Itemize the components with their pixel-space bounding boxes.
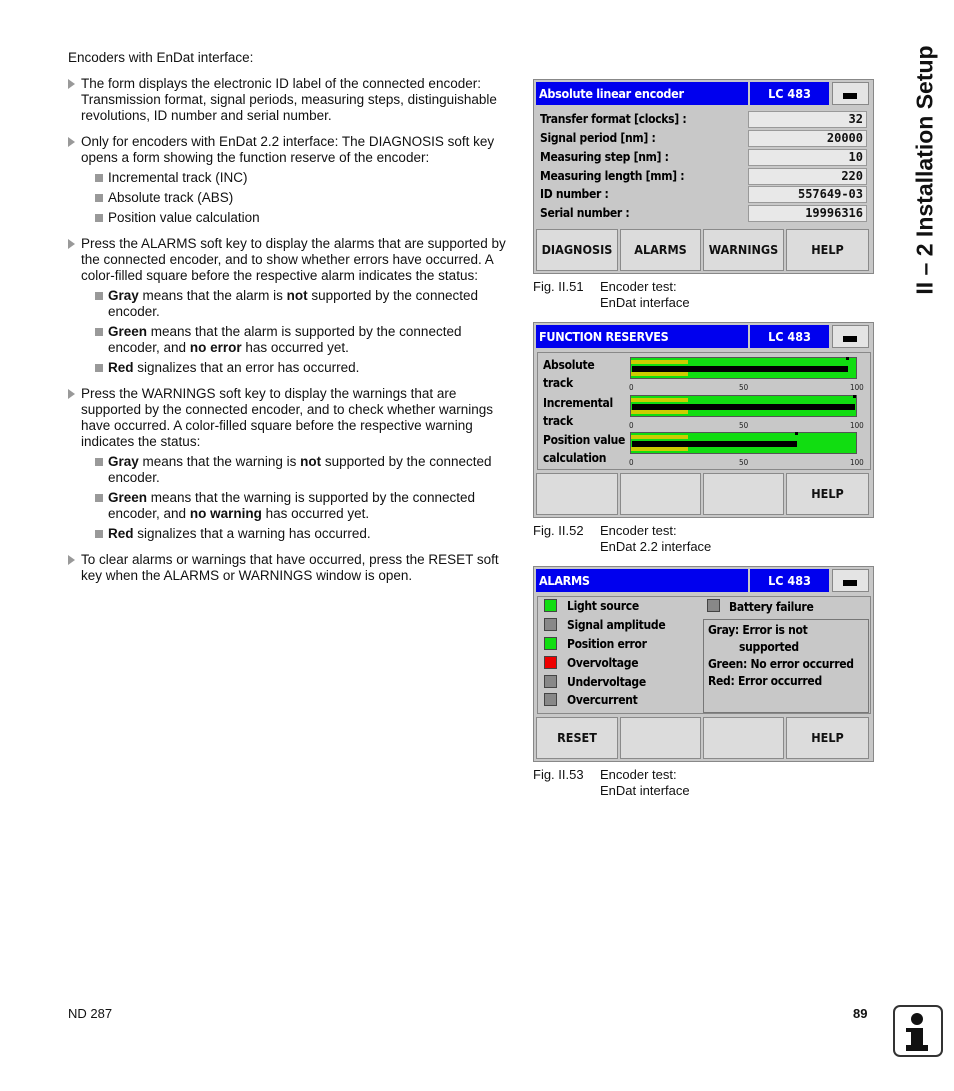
bullet-text: Press the ALARMS soft key to display the alarms that are supported by the connected encoder, and to show whether errors have occurred. A color-filled square before the respective alarm indicates the status: [81,236,506,283]
label-line: Incremental [543,396,613,410]
reserve-fill [632,404,855,410]
softkey-2[interactable] [620,473,701,515]
tick-label: 0 [629,383,634,392]
side-title-text: II – 2 Installation Setup [911,45,938,295]
square-bullet-icon [95,364,103,372]
alarm-status-led [544,637,557,650]
alarm-status-led [544,675,557,688]
bold-term: Green [108,490,148,505]
sub-item-text: signalizes that a warning has occurred. [133,526,371,541]
bullet-text: The form displays the electronic ID label of the connected encoder: Transmission format, signal periods, measuring steps, distinguishable revolutions, ID number and serial number. [81,76,497,123]
triangle-bullet-icon [68,389,75,399]
bar-yellow-segment [631,447,688,451]
square-bullet-icon [95,174,103,182]
reset-softkey[interactable]: RESET [536,717,618,759]
field-label: Measuring step [nm] : [540,150,669,164]
battery-status-led [707,599,720,612]
sub-item [81,360,513,376]
field-value: 32 [748,111,867,128]
reserve-label [543,431,625,467]
square-bullet-icon [95,328,103,336]
triangle-bullet-icon [68,239,75,249]
label-line: calculation [543,451,607,465]
triangle-bullet-icon [68,79,75,89]
status-indicator-icon [832,569,869,592]
sub-item-text: supported by the connected encoder. [108,454,492,485]
bar-yellow-segment [631,435,688,439]
bullet-item [68,386,513,542]
alarm-status-led [544,599,557,612]
help-softkey[interactable]: HELP [786,717,869,759]
screen-title: Absolute linear encoder [536,82,748,105]
model-label: LC 483 [750,325,829,348]
sub-item-text: Incremental track (INC) [108,170,248,185]
triangle-bullet-icon [68,137,75,147]
bold-term: Gray [108,454,139,469]
reserve-fill [632,441,797,447]
field-value: 10 [748,149,867,166]
bullet-item [68,236,513,376]
bullet-list [68,76,513,594]
bold-term: no warning [189,506,262,521]
bullet-item [68,552,513,584]
model-label: LC 483 [750,82,829,105]
figure-number: Fig. II.51 [533,279,584,294]
reserve-bar [630,395,857,417]
status-indicator-icon [832,325,869,348]
reserve-bar [630,357,857,379]
softkey-2[interactable] [620,717,701,759]
alarm-label: Overcurrent [567,693,638,707]
sub-item-text: Absolute track (ABS) [108,190,234,205]
reserve-fill [632,366,848,372]
sub-item-text: means that the alarm is [138,288,287,303]
sub-item [81,288,513,320]
sub-item-text: means that the alarm is supported by the connected encoder, and [108,324,462,355]
alarms-screen [533,566,874,762]
sub-item-text: supported by the connected encoder. [108,288,478,319]
sub-item [81,324,513,356]
intro-text: Encoders with EnDat interface: [68,50,254,65]
sub-item-text: Position value calculation [108,210,260,225]
caption-line: Encoder test: [600,767,677,782]
chapter-side-title [905,40,945,300]
bar-yellow-segment [631,360,688,364]
sub-item [81,190,513,206]
softkey-3[interactable] [703,717,784,759]
screen-title: ALARMS [536,569,748,592]
tick-label: 50 [739,458,749,467]
square-bullet-icon [95,292,103,300]
figure-caption [533,767,690,799]
square-bullet-icon [95,214,103,222]
alarm-status-led [544,656,557,669]
tick-label: 0 [629,458,634,467]
caption-line: EnDat interface [600,295,690,310]
sub-item-text: signalizes that an error has occurred. [133,360,360,375]
reserve-bar [630,432,857,454]
caption-line: EnDat interface [600,783,690,798]
figure-caption [533,523,711,555]
figure-number: Fig. II.53 [533,767,584,782]
field-label: Serial number : [540,206,630,220]
sub-item [81,490,513,522]
figure-number: Fig. II.52 [533,523,584,538]
bullet-text: To clear alarms or warnings that have occurred, press the RESET soft key when the ALARMS or WARNINGS window is open. [81,552,499,583]
figure-caption [533,279,690,311]
alarm-label: Position error [567,637,647,651]
caption-line: Encoder test: [600,523,677,538]
label-line: Absolute [543,358,595,372]
field-label: ID number : [540,187,609,201]
legend-line: Gray: Error is not [708,623,808,637]
alarms-softkey[interactable]: ALARMS [620,229,701,271]
alarm-label: Signal amplitude [567,618,666,632]
bar-yellow-segment [631,398,688,402]
model-label: LC 483 [750,569,829,592]
screen-title: FUNCTION RESERVES [536,325,748,348]
page-number: 89 [853,1006,868,1021]
sub-item [81,170,513,186]
square-bullet-icon [95,194,103,202]
alarm-label: Light source [567,599,639,613]
field-value: 220 [748,168,867,185]
tick-label: 50 [739,383,749,392]
field-value: 19996316 [748,205,867,222]
bullet-text: Press the WARNINGS soft key to display the warnings that are supported by the connected encoder, and to check whether warnings have occurred. A color-filled square before the respective warning indicates the status: [81,386,494,449]
caption-line: EnDat 2.2 interface [600,539,712,554]
info-icon [893,1005,943,1057]
bar-yellow-segment [631,372,688,376]
label-line: track [543,376,573,390]
alarm-label: Undervoltage [567,675,646,689]
tick-label: 100 [850,383,864,392]
bold-term: no error [189,340,242,355]
diagnosis-softkey[interactable]: DIAGNOSIS [536,229,618,271]
bold-term: Red [108,360,134,375]
tick-label: 50 [739,421,749,430]
sub-item-text: has occurred yet. [241,340,349,355]
tick-label: 0 [629,421,634,430]
alarm-status-led [544,693,557,706]
field-label: Signal period [nm] : [540,131,656,145]
softkey-1[interactable] [536,473,618,515]
bold-term: not [286,288,308,303]
legend-line: Red: Error occurred [708,674,822,688]
alarm-label: Overvoltage [567,656,639,670]
function-reserves-screen [533,322,874,518]
field-value: 557649-03 [748,186,867,203]
legend-line: Green: No error occurred [708,657,854,671]
encoder-info-screen [533,79,874,274]
bold-term: not [300,454,322,469]
softkey-3[interactable] [703,473,784,515]
square-bullet-icon [95,530,103,538]
warnings-softkey[interactable]: WARNINGS [703,229,784,271]
status-indicator-icon [832,82,869,105]
bold-term: Red [108,526,134,541]
field-label: Transfer format [clocks] : [540,112,687,126]
legend-line: supported [739,640,799,654]
legend-box [703,619,869,713]
bullet-item [68,76,513,124]
sub-item-text: means that the warning is [138,454,301,469]
help-softkey[interactable]: HELP [786,229,869,271]
alarm-status-led [544,618,557,631]
sub-item [81,454,513,486]
field-label: Measuring length [mm] : [540,169,685,183]
bar-yellow-segment [631,410,688,414]
sub-item [81,526,513,542]
reserve-marker [846,357,849,360]
tick-label: 100 [850,421,864,430]
reserve-marker [795,432,798,435]
sub-item-text: has occurred yet. [261,506,370,521]
reserve-label [543,394,613,430]
sub-item-text: means that the warning is supported by the connected encoder, and [108,490,475,521]
label-line: track [543,414,573,428]
bullet-item [68,134,513,226]
bold-term: Green [108,324,148,339]
sub-item [81,210,513,226]
footer-manual-name: ND 287 [68,1006,113,1021]
field-value: 20000 [748,130,867,147]
triangle-bullet-icon [68,555,75,565]
bold-term: Gray [108,288,139,303]
caption-line: Encoder test: [600,279,677,294]
help-softkey[interactable]: HELP [786,473,869,515]
reserve-marker [853,395,856,398]
reserve-label [543,356,594,392]
label-line: Position value [543,433,626,447]
square-bullet-icon [95,458,103,466]
tick-label: 100 [850,458,864,467]
square-bullet-icon [95,494,103,502]
bullet-text: Only for encoders with EnDat 2.2 interface: The DIAGNOSIS soft key opens a form showing the function reserve of the encoder: [81,134,495,165]
alarm-label: Battery failure [729,600,814,614]
